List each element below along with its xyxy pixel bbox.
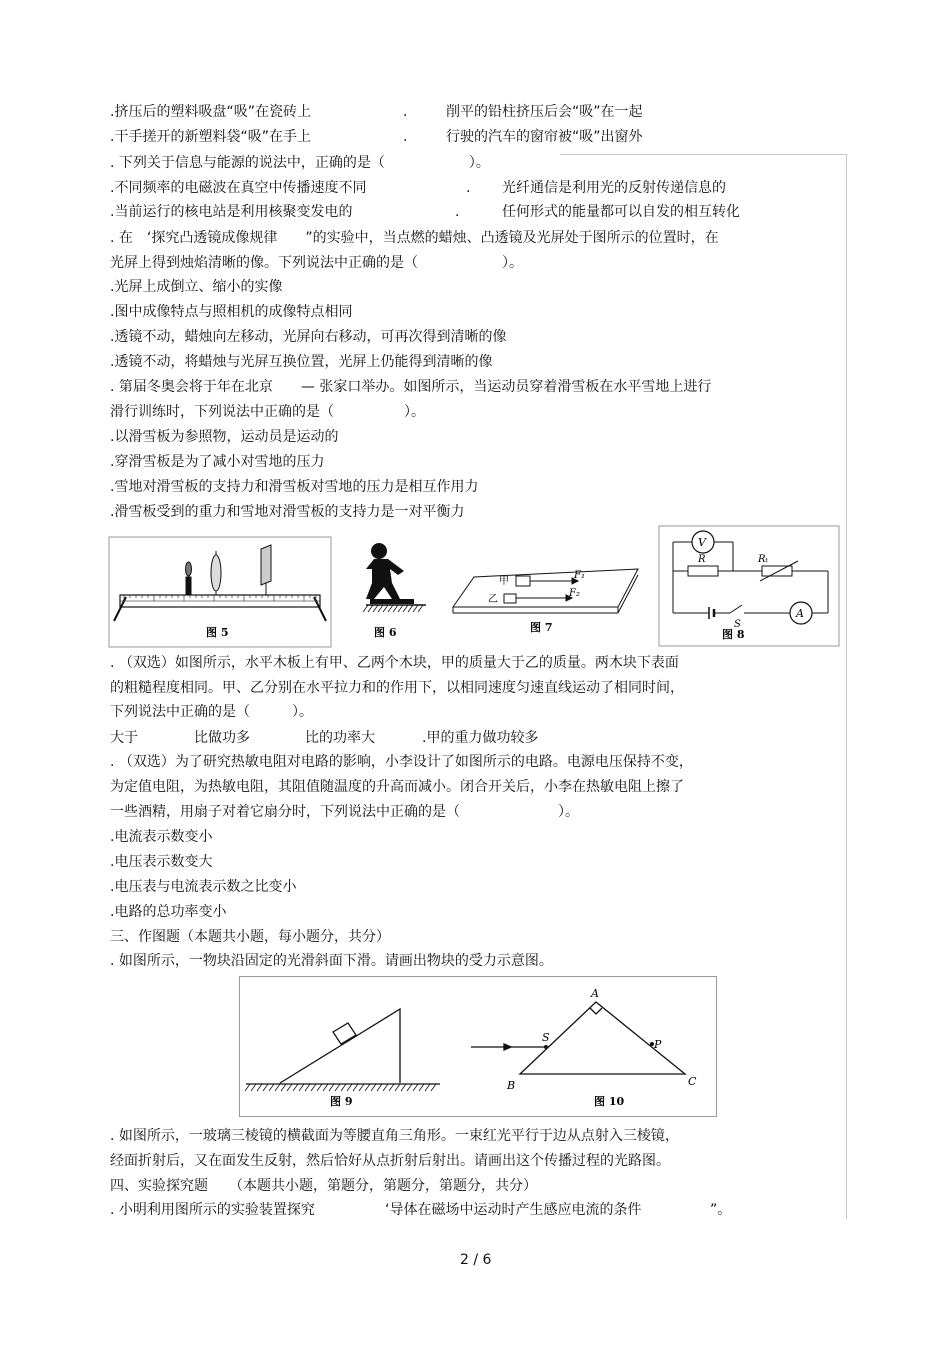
text-line: .电流表示数变小 [110,829,213,845]
text-line: . 小明利用图所示的实验装置探究 ‘导体在磁场中运动时产生感应电流的条件 ”。 [110,1202,732,1218]
page-number: 2 / 6 [460,1252,492,1268]
optical-bench-illustration [114,545,326,621]
text-line: .透镜不动，将蜡烛与光屏互换位置，光屏上仍能得到清晰的像 [110,354,493,370]
hatch-mark [341,1084,346,1091]
text-line: .挤压后的塑料吸盘“吸”在瓷砖上 . 削平的铅柱挤压后会“吸”在一起 [110,104,643,120]
text-line: . （双选）如图所示，水平木板上有甲、乙两个木块，甲的质量大于乙的质量。两木块下表面 [110,655,679,671]
text-line: 光屏上得到烛焰清晰的像。下列说法中正确的是（ ）。 [110,255,523,271]
frame-line-top [560,154,847,155]
text-line: 一些酒精，用扇子对着它扇分时，下列说法中正确的是（ ）。 [110,804,579,820]
hatch-mark [383,1084,388,1091]
hatch-mark [383,605,388,612]
hatch-mark [323,1084,328,1091]
hatch-mark [353,1084,358,1091]
hatch-mark [335,1084,340,1091]
text-line: 为定值电阻，为热敏电阻，其阻值随温度的升高而减小。闭合开关后，小李在热敏电阻上擦了 [110,779,684,795]
text-line: . 如图所示，一物块沿固定的光滑斜面下滑。请画出物块的受力示意图。 [110,953,553,969]
fig8-label-r: R [698,554,706,565]
hatch-mark [263,1084,268,1091]
hatch-mark [373,605,378,612]
hatch-mark [299,1084,304,1091]
hatch-mark [245,1084,250,1091]
hatch-mark [359,1084,364,1091]
text-line: 的粗糙程度相同。甲、乙分别在水平拉力和的作用下，以相同速度匀速直线运动了相同时间， [110,680,684,696]
frame-line-right [846,154,847,1219]
section-heading: 三、作图题（本题共小题，每小题分，共分） [110,929,390,945]
text-line: .电压表示数变大 [110,854,213,870]
text-line: .光屏上成倒立、缩小的实像 [110,279,283,295]
hatch-mark [347,1084,352,1091]
figure-strip-5-8 [108,525,840,649]
hatch-mark [275,1084,280,1091]
fig8-label-rt: Rₜ [758,554,768,565]
section-heading: 四、实验探究题 （本题共小题，第题分，第题分，第题分，共分） [110,1178,537,1194]
fig8-label-v: V [698,536,706,549]
hatch-mark [317,1084,322,1091]
text-line: .穿滑雪板是为了减小对雪地的压力 [110,454,325,470]
hatch-mark [257,1084,262,1091]
hatch-mark [431,1084,436,1091]
text-line: .以滑雪板为参照物，运动员是运动的 [110,429,339,445]
hatch-mark [378,605,383,612]
text-line: .干手搓开的新塑料袋“吸”在手上 . 行驶的汽车的窗帘被“吸”出窗外 [110,129,643,145]
text-line: .透镜不动，蜡烛向左移动，光屏向右移动，可再次得到清晰的像 [110,329,507,345]
hatch-mark [413,605,418,612]
fig7-label-f1: F₁ [574,570,585,581]
hatch-mark [389,1084,394,1091]
prism-illustration [471,1002,685,1074]
hatch-mark [371,1084,376,1091]
text-line: .不同频率的电磁波在真空中传播速度不同 . 光纤通信是利用光的反射传递信息的 [110,180,726,196]
text-line: . （双选）为了研究热敏电阻对电路的影响，小李设计了如图所示的电路。电源电压保持不变， [110,754,693,770]
incline-illustration [245,1009,440,1091]
hatch-mark [401,1084,406,1091]
fig8-caption: 图 8 [722,628,745,641]
fig10-label-b: B [507,1079,516,1092]
text-line: .当前运行的核电站是利用核聚变发电的 . 任何形式的能量都可以自发的相互转化 [110,204,740,220]
hatch-mark [311,1084,316,1091]
hatch-mark [407,1084,412,1091]
text-line: . 下列关于信息与能源的说法中，正确的是（ ）。 [110,155,490,171]
fig7-label-f2: F₂ [569,588,580,599]
fig10-caption: 图 10 [594,1095,625,1108]
hatch-mark [418,605,423,612]
hatch-mark [368,605,373,612]
hatch-mark [393,605,398,612]
text-line: . 在 ‘探究凸透镜成像规律 ”的实验中，当点燃的蜡烛、凸透镜及光屏处于图所示的位置时，在 [110,230,719,246]
text-line: . 如图所示，一玻璃三棱镜的横截面为等腰直角三角形。一束红光平行于边从点射入三棱镜， [110,1128,679,1144]
hatch-mark [281,1084,286,1091]
hatch-mark [377,1084,382,1091]
fig10-label-c: C [688,1075,697,1088]
fig7-label-yi: 乙 [488,594,498,605]
hatch-mark [269,1084,274,1091]
fig10-label-s: S [542,1031,550,1044]
text-line: .雪地对滑雪板的支持力和滑雪板对雪地的压力是相互作用力 [110,479,479,495]
fig6-caption: 图 6 [374,626,397,639]
fig10-label-a: A [591,987,599,1000]
hatch-mark [413,1084,418,1091]
hatch-mark [365,1084,370,1091]
board-blocks-illustration [453,569,638,613]
hatch-mark [363,605,368,612]
fig8-label-a: A [796,607,804,620]
text-line: .图中成像特点与照相机的成像特点相同 [110,304,353,320]
hatch-mark [419,1084,424,1091]
hatch-mark [403,605,408,612]
text-line: . 第届冬奥会将于年在北京 — 张家口举办。如图所示，当运动员穿着滑雪板在水平雪地上进行 [110,379,712,395]
snowboarder-illustration [363,543,426,612]
text-line: 滑行训练时，下列说法中正确的是（ ）。 [110,404,425,420]
hatch-mark [425,1084,430,1091]
text-line: .电路的总功率变小 [110,904,227,920]
hatch-mark [305,1084,310,1091]
hatch-mark [388,605,393,612]
hatch-mark [293,1084,298,1091]
fig8-label-s: S [734,619,741,630]
fig9-caption: 图 9 [330,1095,353,1108]
text-line: 大于 比做功多 比的功率大 .甲的重力做功较多 [110,730,539,746]
text-line: 下列说法中正确的是（ ）。 [110,704,313,720]
text-line: .电压表与电流表示数之比变小 [110,879,297,895]
hatch-mark [395,1084,400,1091]
hatch-mark [329,1084,334,1091]
fig5-caption: 图 5 [206,626,229,639]
fig10-label-p: P [654,1038,662,1051]
hatch-mark [398,605,403,612]
text-line: .滑雪板受到的重力和雪地对滑雪板的支持力是一对平衡力 [110,504,465,520]
hatch-mark [251,1084,256,1091]
hatch-mark [287,1084,292,1091]
fig7-label-jia: 甲 [499,576,509,587]
fig7-caption: 图 7 [530,621,553,634]
figure-box-9-10 [239,976,717,1117]
text-line: 经面折射后，又在面发生反射，然后恰好从点折射后射出。请画出这个传播过程的光路图。 [110,1153,670,1169]
hatch-mark [408,605,413,612]
